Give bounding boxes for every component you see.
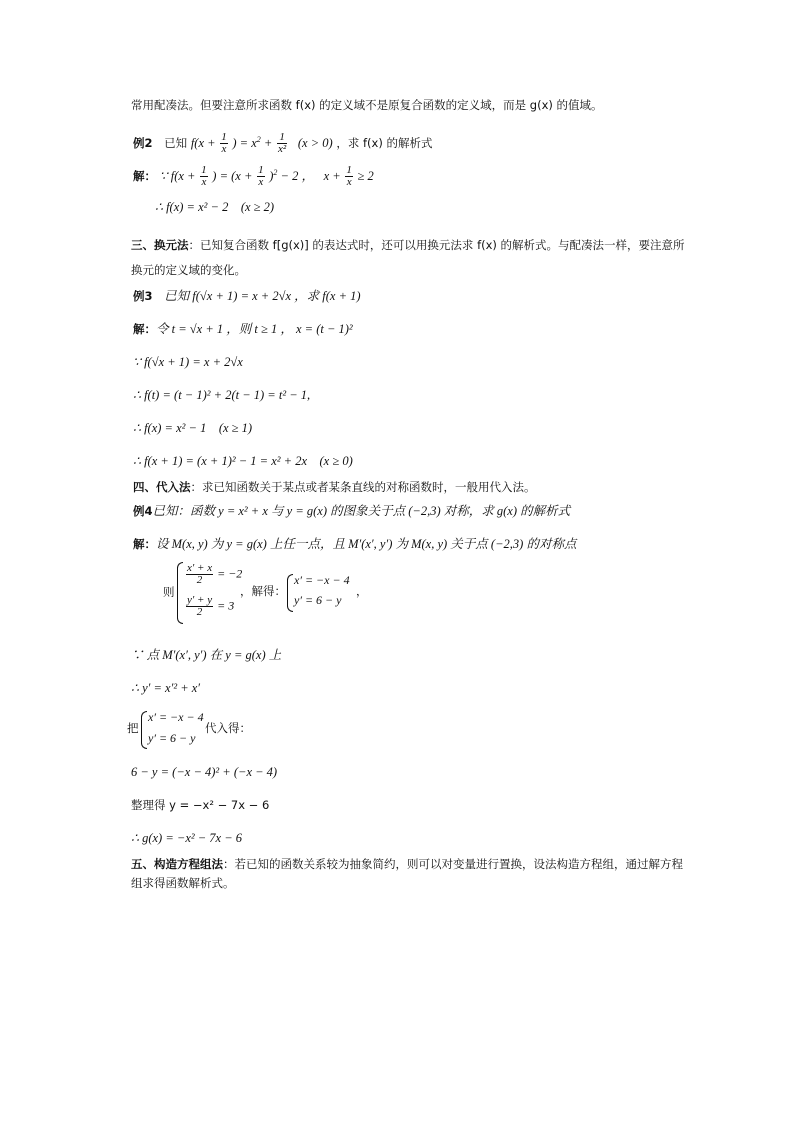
substitute-post: 代入得： [205,721,251,735]
intro-text: 常用配凑法。但要注意所求函数 f(x) 的定义域不是原复合函数的定义域，而是 g(x) 的值域。 [131,98,603,112]
system-1-row1: $\frac{x' + x}{2}$ = −2 [187,562,243,586]
solution-3-line1: 解：令 t = √x + 1 ，则 t ≥ 1 ， x = (t − 1)² [133,322,353,336]
section-4-title: 四、代入法 [133,480,191,494]
example-2-frac1: $\frac{1}{x}$ [221,131,227,155]
example-3-text: 已知 f(√x + 1) = x + 2√x ，求 f(x + 1) [164,289,361,303]
section-3-line2: 换元的定义域的变化。 [131,263,246,277]
system-2-row2: y′ = 6 − y [294,593,342,607]
example-2 [133,132,432,155]
example-2-label: 例2 [133,136,153,150]
equation-line: 6 − y = (−x − 4)² + (−x − 4) [131,765,278,779]
solution-2-label: 解： [133,169,156,183]
system-1-row2: $\frac{y' + y}{2}$ = 3 [187,594,235,618]
solution-3-line2: ∵ f(√x + 1) = x + 2√x [133,355,243,369]
section-5-title: 五、构造方程组法 [131,857,223,871]
example-3 [133,288,361,304]
example-4-text: 已知：函数 y = x² + x 与 y = g(x) 的图象关于点 (−2,3) 对称，求 g(x) 的解析式 [152,504,571,518]
example-2-frac2: $\frac{1}{\text{x²}}$ [278,131,287,155]
system-3-brace [141,711,147,749]
solution-2-line1: 解： ∵ f(x + $\frac{1}{x}$ ) = (x + $\frac{1}{x}$ )$^2$ − 2 ， x + $\frac{1}{x}$ ≥ 2 [133,164,374,188]
section-4-line: 四、代入法：求已知函数关于某点或者某条直线的对称函数时，一般用代入法。 [133,480,536,494]
section-5-line2: 组求得函数解析式。 [131,876,235,890]
point-on-graph-line: ∵ 点 M′(x′, y′) 在 y = g(x) 上 [131,648,282,662]
solution-3-line3: ∴ f(t) = (t − 1)² + 2(t − 1) = t² − 1, [133,388,311,402]
then-label: 则 [163,585,175,599]
substitute-pre: 把 [127,721,139,735]
section-5-line1: 五、构造方程组法：若已知的函数关系较为抽象简约，则可以对变量进行置换，设法构造方程组，通过解方程 [131,857,683,871]
example-2-cond: (x > 0) [297,136,333,150]
y-prime-line: ∴ y′ = x′² + x′ [131,681,201,695]
simplify-line: 整理得 y = −x² − 7x − 6 [131,798,270,812]
section-3-title: 三、换元法 [131,238,189,252]
section-3-line1: 三、换元法：已知复合函数 f[g(x)] 的表达式时，还可以用换元法求 f(x) 的解析式。与配凑法一样，要注意所 [131,238,685,252]
example-2-f-open: f(x + [190,136,216,150]
solution-3-line5: ∴ f(x + 1) = (x + 1)² − 1 = x² + 2x (x ≥ 0) [133,454,353,468]
solution-2-line2: ∴ f(x) = x² − 2 (x ≥ 2) [155,200,275,214]
system-1-brace [177,562,183,624]
final-line: ∴ g(x) = −x² − 7x − 6 [131,831,243,845]
solution-3-line4: ∴ f(x) = x² − 1 (x ≥ 1) [133,421,253,435]
example-4-label: 例4 [133,504,153,518]
example-3-label: 例3 [133,289,153,303]
solved-label: ，解得： [240,584,286,598]
example-2-pre: 已知 [164,136,188,150]
example-4 [133,503,570,519]
solution-4-line1: 解：设 M(x, y) 为 y = g(x) 上任一点，且 M′(x′, y′) 为 M(x, y) 关于点 (−2,3) 的对称点 [133,537,577,551]
example-2-eq: ) = $x^2$ + [232,135,273,150]
system-2-comma: ， [356,584,368,598]
system-3-row2: y′ = 6 − y [148,731,196,745]
system-2-brace [287,574,293,612]
system-3-row1: x′ = −x − 4 [148,710,204,724]
example-2-post: ，求 f(x) 的解析式 [336,136,433,150]
system-2-row1: x′ = −x − 4 [294,573,350,587]
